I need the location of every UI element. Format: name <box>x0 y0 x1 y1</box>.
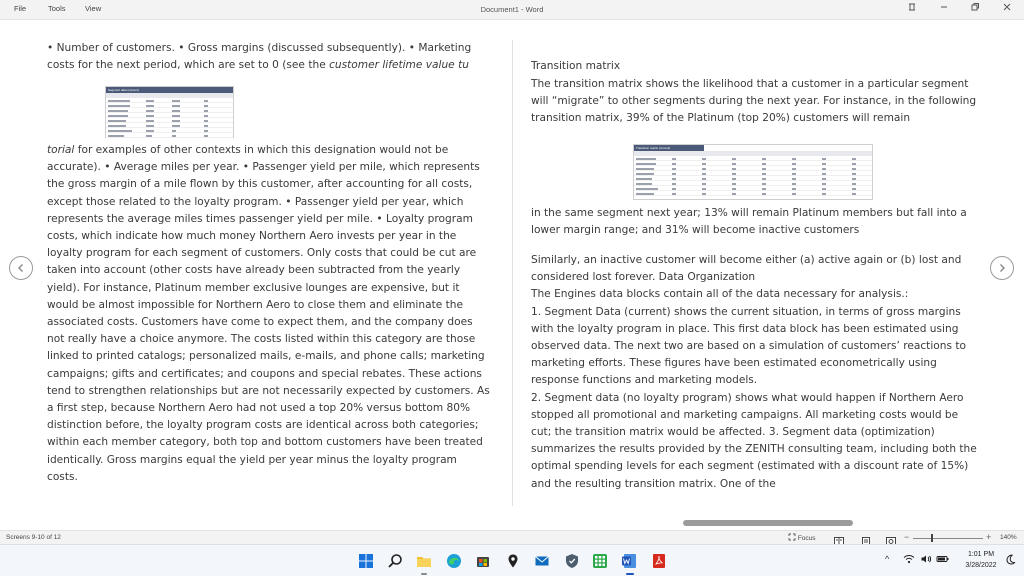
clock-time[interactable]: 1:01 PM <box>967 551 995 558</box>
table-row <box>634 191 872 196</box>
left-page <box>0 26 510 512</box>
title-bar <box>0 0 1024 20</box>
zoom-slider[interactable] <box>913 538 983 539</box>
right-para-2: in the same segment next year; 13% will remain Platinum members but fall into a lower margin range; and 31% will become inactive customers <box>531 207 967 237</box>
section-heading: Transition matrix <box>531 60 621 72</box>
transition-table-title: Transition matrix (current) <box>636 146 671 150</box>
zoom-in-button[interactable]: + <box>986 532 992 542</box>
menu-view[interactable]: View <box>85 4 102 13</box>
start-icon[interactable] <box>358 553 374 569</box>
segment-table-title: Segment data (current) <box>108 88 139 92</box>
chevron-right-icon <box>997 263 1007 273</box>
zoom-out-button[interactable]: − <box>904 532 910 542</box>
status-bar <box>0 530 1024 544</box>
maps-pin-icon[interactable] <box>505 553 521 569</box>
left-intro-line-2: costs for the next period, which are set to 0 (see the customer lifetime value tu <box>47 59 469 72</box>
screens-indicator: Screens 9-10 of 12 <box>6 534 61 541</box>
next-page-button[interactable] <box>990 256 1014 280</box>
restore-icon[interactable] <box>968 2 982 16</box>
battery-icon[interactable] <box>936 553 950 567</box>
menu-tools[interactable]: Tools <box>48 4 66 13</box>
print-layout-icon[interactable] <box>861 533 871 542</box>
word-icon[interactable] <box>621 553 637 569</box>
taskbar <box>0 544 1024 576</box>
left-intro-text <box>47 40 497 74</box>
volume-icon[interactable] <box>920 553 932 567</box>
close-icon[interactable] <box>1000 2 1014 16</box>
search-icon[interactable] <box>387 553 403 569</box>
store-icon[interactable] <box>475 553 491 569</box>
reading-mode-icon[interactable] <box>905 2 919 16</box>
zoom-level[interactable]: 140% <box>1000 534 1017 541</box>
mail-icon[interactable] <box>534 553 550 569</box>
left-intro-line-1: • Number of customers. • Gross margins (discussed subsequently). • Marketing <box>47 42 472 54</box>
table-row <box>106 133 233 138</box>
security-shield-icon[interactable] <box>564 553 580 569</box>
focus-icon <box>788 533 796 541</box>
read-mode-icon[interactable] <box>834 533 844 542</box>
clock-date[interactable]: 3/28/2022 <box>965 562 997 569</box>
previous-page-button[interactable] <box>9 256 33 280</box>
zoom-slider-handle[interactable] <box>931 534 933 542</box>
horizontal-scrollbar[interactable] <box>683 520 853 526</box>
left-main-text: torial for examples of other contexts in which this designation would not be accurate). • Average miles per year. • Passenger yield per mile, which represents the gross margin of a mile flown by this customer, after accounting for all costs, except those related to the loyalty program. • Passenger yield per year, which represents the average miles times passenger yield per mile. • Loyalty program costs, which indicate how much money Northern Aero invests per year in the loyalty program for each segment of customers. Only costs that could be cut are taken into account (other costs have already been subtracted from the yearly yield). For instance, Platinum member exclusive lounges are expensive, but it would be almost impossible for Northern Aero to close them and eliminate the associated costs. Customers have come to expect them, and the company does not really have a choice anymore. The costs listed within this category are those linked to printed catalogs; personalized mails, e-mails, and phone calls; marketing campaigns; gifts and certificates; and coupons and special rebates. These actions tend to strengthen relationships but are not necessarily expected by customers. As a first step, because Northern Aero had not used a top 20% versus bottom 80% distinction before, the loyalty program costs are identical across both categories; within each member category, both top and bottom customers have been treated identically. Gross margins equal the yield per year minus the loyalty program costs. <box>47 144 490 483</box>
file-explorer-icon[interactable] <box>416 553 432 569</box>
edge-icon[interactable] <box>446 553 462 569</box>
focus-button[interactable] <box>788 533 816 543</box>
segment-data-table <box>105 86 234 138</box>
tray-overflow-chevron-icon[interactable]: ^ <box>885 554 890 564</box>
chevron-left-icon <box>16 263 26 273</box>
notification-moon-icon[interactable] <box>1004 553 1016 567</box>
transition-matrix-table <box>633 144 873 200</box>
page-divider <box>512 40 513 506</box>
right-para-1: The transition matrix shows the likelihood that a customer in a particular segment will “migrate” to other segments during the next year. For instance, in the following transition matrix, 39% of the Platinum (top 20%) customers will remain <box>531 78 977 125</box>
wifi-icon[interactable] <box>903 553 915 567</box>
web-layout-icon[interactable] <box>886 533 896 542</box>
minimize-icon[interactable] <box>937 2 951 16</box>
menu-file[interactable]: File <box>14 4 27 13</box>
focus-label: Focus <box>797 535 816 542</box>
right-para-3: Similarly, an inactive customer will become either (a) active again or (b) lost and considered lost forever. Data Organization The Engines data blocks contain all of the data necessary for analysis.: 1. Segment Data (current) shows the current situation, in terms of gross margins with the loyalty program in place. This first data block has been estimated using observed data. The next two are based on a simulation of customers’ reactions to marketing efforts. These figures have been estimated econometrically using response functions and marketing models. 2. Segment data (no loyalty program) shows what would happen if Northern Aero stopped all promotional and marketing campaigns. All marketing costs would be cut; the transition matrix would be affected. 3. Segment data (optimization) summarizes the results provided by the ZENITH consulting team, including both the optimal spending levels for each segment (estimated with a discount rate of 15%) and the resulting transition matrix. One of the <box>531 254 977 490</box>
document-title: Document1 - Word <box>480 5 544 14</box>
calculator-grid-icon[interactable] <box>592 553 608 569</box>
right-page <box>514 26 1024 512</box>
pdf-reader-icon[interactable] <box>651 553 667 569</box>
